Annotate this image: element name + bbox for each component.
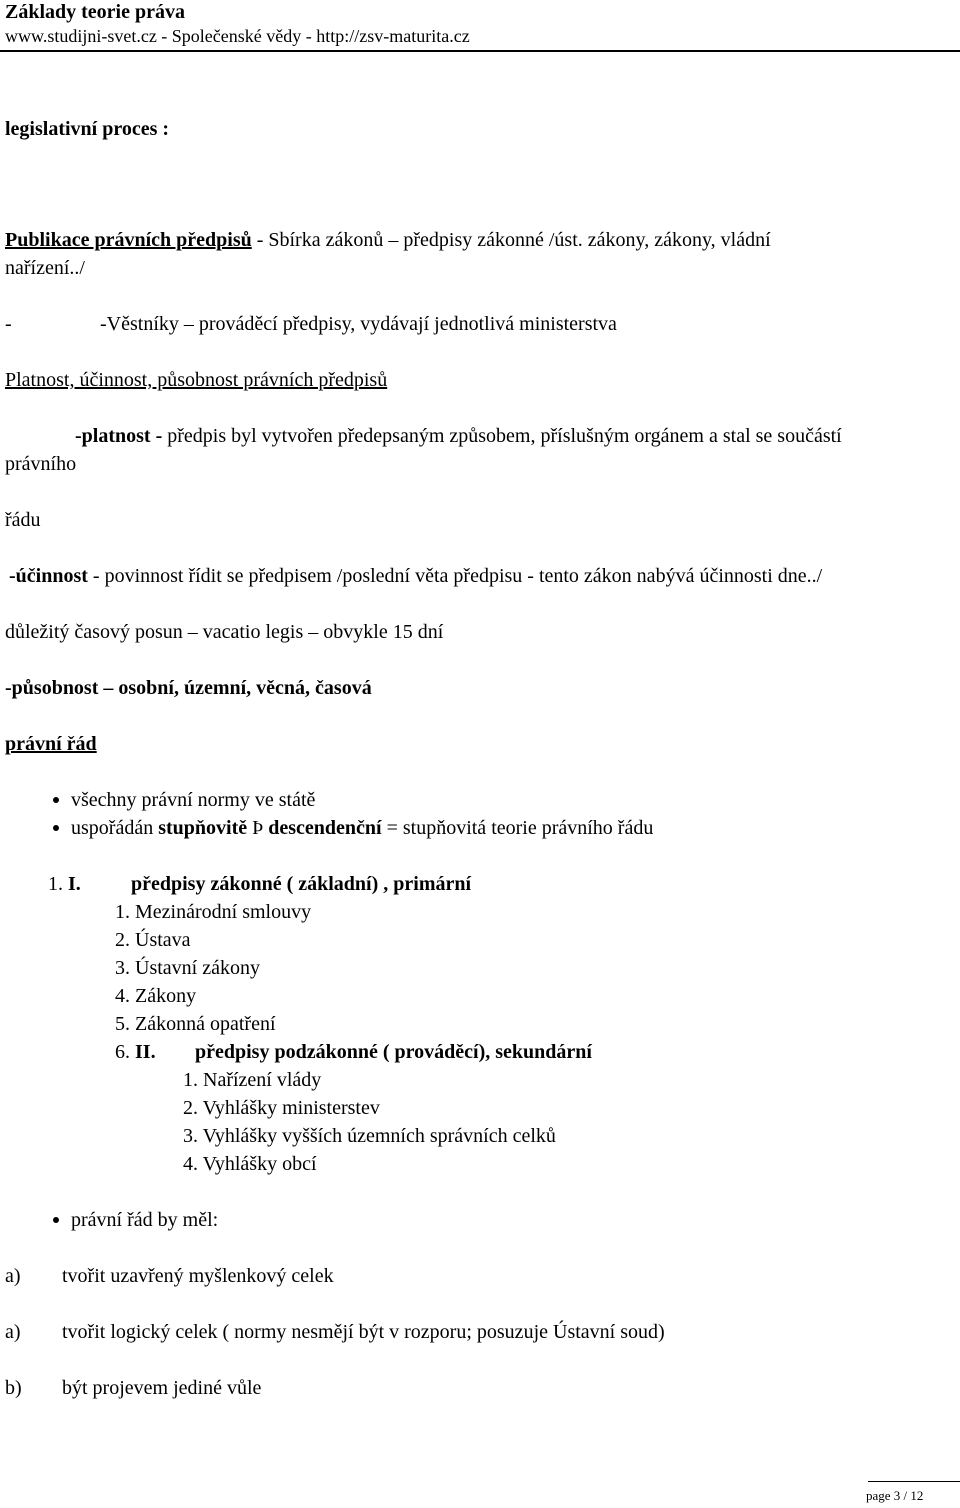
sub-list-item: 1. Nařízení vlády (183, 1069, 322, 1091)
sub-list-item: 2. Vyhlášky ministerstev (183, 1097, 380, 1119)
legislative-heading: legislativní proces : (5, 118, 170, 140)
bullet-item-3: právní řád by měl: (71, 1209, 219, 1231)
platnost-line (75, 424, 842, 448)
list-item-2-text: předpisy podzákonné ( prováděcí), sekundární (195, 1041, 592, 1063)
bullet-item-1: všechny právní normy ve státě (71, 789, 316, 811)
sub-list-item: 3. Vyhlášky vyšších územních správních celků (183, 1125, 556, 1147)
list-item-1-text: předpisy zákonné ( základní) , primární (131, 873, 472, 895)
item-b-text: být projevem jediné vůle (62, 1377, 262, 1399)
platnost-label: -platnost - (75, 425, 168, 447)
list-item-1-roman: I. (68, 873, 81, 895)
bullet-icon (53, 797, 59, 803)
ucinnost-text: - povinnost řídit se předpisem /poslední věta předpisu - tento zákon nabývá účinnosti dne../ (87, 565, 823, 587)
sub-list-item: 4. Vyhlášky obcí (183, 1153, 317, 1175)
item-a2-letter: a) (5, 1321, 21, 1343)
vestniky-text: -Věstníky – prováděcí předpisy, vydávají jednotlivá ministerstva (100, 313, 617, 335)
publikace-line (5, 228, 771, 252)
footer-rule (868, 1481, 960, 1482)
platnost-heading: Platnost, účinnost, působnost právních předpisů (5, 369, 388, 391)
list-item-2-number (115, 1040, 156, 1064)
document-title: Základy teorie práva (5, 1, 185, 23)
vacatio-line: důležitý časový posun – vacatio legis – obvykle 15 dní (5, 621, 444, 643)
bullet-icon (53, 1217, 59, 1223)
list-item-1-number (48, 872, 81, 896)
item-a1-text: tvořit uzavřený myšlenkový celek (62, 1265, 334, 1287)
ucinnost-label: -účinnost (9, 565, 88, 587)
pusobnost-line: -působnost – osobní, územní, věcná, časová (5, 677, 372, 699)
sub-list-item: 4. Zákony (115, 985, 197, 1007)
item-a2-text: tvořit logický celek ( normy nesmějí být v rozporu; posuzuje Ústavní soud) (62, 1321, 665, 1343)
bullet-item-2-part-c: Þ (247, 817, 269, 839)
page-number: page 3 / 12 (866, 1488, 924, 1503)
item-a1-letter: a) (5, 1265, 21, 1287)
publikace-label: Publikace právních předpisů (5, 229, 252, 251)
platnost-text: předpis byl vytvořen předepsaným způsobem, příslušným orgánem a stal se součástí (167, 425, 842, 447)
ucinnost-line (9, 564, 822, 588)
bullet-item-2-part-b: stupňovitě (158, 817, 248, 839)
list-item-2-num: 6. (115, 1041, 135, 1063)
sub-list-item: 5. Zákonná opatření (115, 1013, 276, 1035)
pravni-rad-heading: právní řád (5, 733, 97, 755)
list-item-1-num: 1. (48, 873, 68, 895)
bullet-icon (53, 825, 59, 831)
bullet-item-2-part-d: descendenční (268, 817, 382, 839)
bullet-item-2-part-e: = stupňovitá teorie právního řádu (381, 817, 654, 839)
header-rule (0, 50, 960, 52)
publikace-text: - Sbírka zákonů – předpisy zákonné /úst. zákony, zákony, vládní (251, 229, 771, 251)
platnost-continuation-2: řádu (5, 509, 41, 531)
list-item-2-roman: II. (135, 1041, 156, 1063)
sub-list-item: 3. Ústavní zákony (115, 957, 260, 979)
item-b-letter: b) (5, 1377, 22, 1399)
sub-list-item: 1. Mezinárodní smlouvy (115, 901, 312, 923)
document-subtitle: www.studijni-svet.cz - Společenské vědy - http://zsv-maturita.cz (5, 26, 470, 46)
bullet-item-2 (71, 816, 653, 840)
publikace-continuation: nařízení../ (5, 257, 85, 279)
bullet-item-2-part-a: uspořádán (71, 817, 159, 839)
vestniky-dash: - (5, 313, 12, 335)
platnost-continuation-1: právního (5, 453, 77, 475)
sub-list-item: 2. Ústava (115, 929, 191, 951)
